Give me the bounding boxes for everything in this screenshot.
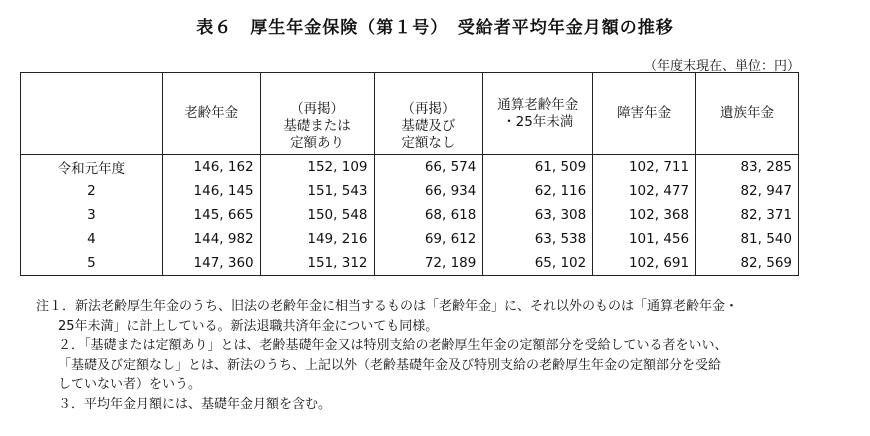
note-1-continued: 25年未満」に計上している。新法退職共済年金についても同様。 <box>58 318 439 334</box>
cell-fixed-yes: 150, 548 <box>260 203 374 227</box>
cell-disability: 102, 368 <box>593 203 696 227</box>
cell-fixed-no: 69, 612 <box>374 227 483 251</box>
footnotes <box>36 297 738 414</box>
cell-fixed-no: 72, 189 <box>374 251 483 276</box>
header-tsusan-line1: 通算老齢年金 <box>497 96 579 113</box>
header-tsusan <box>483 73 593 155</box>
cell-disability: 102, 711 <box>593 155 696 180</box>
row-year: 3 <box>21 203 163 227</box>
cell-fixed-yes: 149, 216 <box>260 227 374 251</box>
header-fixed-no <box>374 73 483 155</box>
unit-note: （年度末現在、単位：円） <box>643 59 800 74</box>
cell-old-age: 144, 982 <box>162 227 260 251</box>
cell-disability: 101, 456 <box>593 227 696 251</box>
page-title: 表６ 厚生年金保険（第１号） 受給者平均年金月額の推移 <box>196 18 674 38</box>
cell-tsusan: 62, 116 <box>483 179 593 203</box>
header-fixed-no-line2: 基礎及び <box>401 118 456 134</box>
note-2-continued: 「基礎及び定額なし」とは、新法のうち、上記以外（老齢基礎年金及び特別支給の老齢厚生年金の定額部分を受給 <box>58 357 722 373</box>
header-old-age: 老齢年金 <box>162 73 260 155</box>
cell-survivor: 81, 540 <box>696 227 799 251</box>
note-2: ２．「基礎または定額あり」とは、老齢基礎年金又は特別支給の老齢厚生年金の定額部分を受給している者をいい、 <box>58 338 728 353</box>
cell-fixed-no: 68, 618 <box>374 203 483 227</box>
header-fixed-yes <box>260 73 374 155</box>
row-year: 5 <box>21 251 163 276</box>
cell-fixed-no: 66, 574 <box>374 155 483 180</box>
cell-old-age: 146, 145 <box>162 179 260 203</box>
cell-old-age: 145, 665 <box>162 203 260 227</box>
table-row <box>21 179 799 203</box>
cell-fixed-yes: 151, 543 <box>260 179 374 203</box>
header-survivor: 遺族年金 <box>696 73 799 155</box>
cell-survivor: 82, 947 <box>696 179 799 203</box>
cell-survivor: 82, 569 <box>696 251 799 276</box>
header-blank <box>21 73 163 155</box>
table-row <box>21 155 799 180</box>
note-3: ３．平均年金月額には、基礎年金月額を含む。 <box>58 396 332 412</box>
header-tsusan-line2: ・25年未満 <box>502 113 574 130</box>
table-row <box>21 203 799 227</box>
header-fixed-no-line3: 定額なし <box>401 135 456 151</box>
cell-fixed-yes: 152, 109 <box>260 155 374 180</box>
cell-fixed-no: 66, 934 <box>374 179 483 203</box>
cell-tsusan: 63, 308 <box>483 203 593 227</box>
cell-tsusan: 63, 538 <box>483 227 593 251</box>
cell-tsusan: 65, 102 <box>483 251 593 276</box>
cell-disability: 102, 477 <box>593 179 696 203</box>
header-fixed-yes-line3: 定額あり <box>290 135 345 151</box>
note-1: 注１．新法老齢厚生年金のうち、旧法の老齢年金に相当するものは「老齢年金」に、それ以外のものは「通算老齢年金・ <box>36 299 739 314</box>
table-header-row <box>21 73 799 155</box>
cell-old-age: 146, 162 <box>162 155 260 180</box>
header-fixed-yes-line1: （再掲） <box>290 101 345 117</box>
cell-survivor: 82, 371 <box>696 203 799 227</box>
note-2-end: していない者）をいう。 <box>58 377 202 392</box>
header-fixed-yes-line2: 基礎または <box>283 118 351 134</box>
cell-survivor: 83, 285 <box>696 155 799 180</box>
pension-table <box>20 72 799 276</box>
cell-tsusan: 61, 509 <box>483 155 593 180</box>
header-fixed-no-line1: （再掲） <box>401 101 456 117</box>
table-row <box>21 227 799 251</box>
row-year: 4 <box>21 227 163 251</box>
table-row <box>21 251 799 276</box>
cell-fixed-yes: 151, 312 <box>260 251 374 276</box>
header-disability: 障害年金 <box>593 73 696 155</box>
row-year: 令和元年度 <box>21 155 163 180</box>
cell-old-age: 147, 360 <box>162 251 260 276</box>
row-year: 2 <box>21 179 163 203</box>
cell-disability: 102, 691 <box>593 251 696 276</box>
